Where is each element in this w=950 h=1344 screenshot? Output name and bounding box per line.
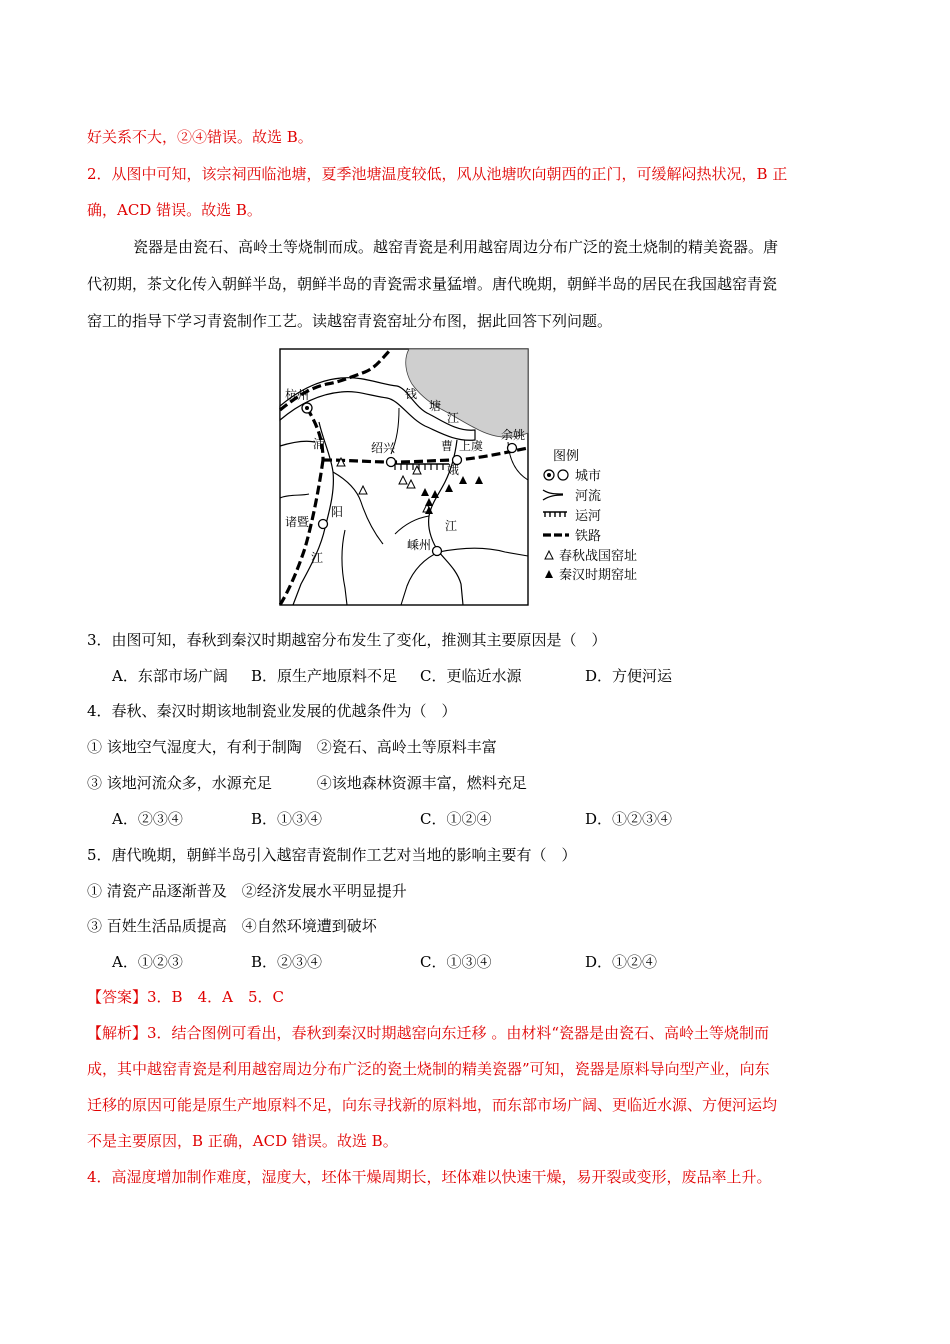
q5-option-d: D．①②④ <box>585 953 658 971</box>
label-river-jiang2: 江 <box>311 551 324 565</box>
city-shaoxing <box>387 458 396 467</box>
legend-qin-han-label: 秦汉时期窑址 <box>559 568 638 583</box>
q5-item-line-1: ① 清瓷产品逐渐普及 ②经济发展水平明显提升 <box>87 882 407 900</box>
q5-stem: 5．唐代晚期，朝鲜半岛引入越窑青瓷制作工艺对当地的影响主要有（ ） <box>87 846 577 864</box>
q3-option-a: A．东部市场广阔 <box>112 667 228 685</box>
q4-option-a: A．②③④ <box>112 810 183 828</box>
q4-option-d: D．①②③④ <box>585 810 673 828</box>
q5-item-line-2: ③ 百姓生活品质提高 ④自然环境遭到破坏 <box>87 917 377 935</box>
answer-key: 【答案】3．B 4．A 5．C <box>87 988 284 1006</box>
label-zhuji: 诸暨 <box>285 515 310 529</box>
city-hangzhou <box>302 403 312 413</box>
q3-option-b: B．原生产地原料不足 <box>251 667 398 685</box>
prev-answer-q2-line2: 确，ACD 错误。故选 B。 <box>87 201 262 219</box>
legend-spring-autumn-label: 春秋战国窑址 <box>559 549 638 564</box>
label-river-jiang3: 江 <box>445 519 458 533</box>
analysis-line-1: 【解析】3．结合图例可看出，春秋到秦汉时期越窑向东迁移 。由材料“瓷器是由瓷石、高岭土等烧制而 <box>87 1024 769 1042</box>
q3-option-d: D．方便河运 <box>585 667 673 685</box>
analysis-line-3: 迁移的原因可能是原生产地原料不足，向东寻找新的原料地，而东部市场广阔、更临近水源、方便河运均 <box>87 1096 778 1114</box>
label-shengzhou: 嵊州 <box>407 538 432 552</box>
city-shengzhou <box>433 547 442 556</box>
label-river-yang: 阳 <box>331 505 344 519</box>
q5-option-a: A．①②③ <box>112 953 183 971</box>
passage-line-2: 代初期，茶文化传入朝鲜半岛，朝鲜半岛的青瓷需求量猛增。唐代晚期，朝鲜半岛的居民在我国越窑青瓷 <box>87 275 778 293</box>
label-river-pu: 浦 <box>313 437 326 451</box>
label-river-e: 娥 <box>447 463 460 477</box>
q5-option-b: B．②③④ <box>251 953 323 971</box>
passage-line-3: 窑工的指导下学习青瓷制作工艺。读越窑青瓷窑址分布图，据此回答下列问题。 <box>87 312 613 330</box>
q4-item-line-1: ① 该地空气湿度大，有利于制陶 ②瓷石、高岭土等原料丰富 <box>87 738 497 756</box>
label-shangyu: 上虞 <box>459 439 484 453</box>
label-yuyao: 余姚 <box>501 428 526 442</box>
label-river-qian: 钱 <box>405 387 418 401</box>
prev-answer-line: 好关系不大，②④错误。故选 B。 <box>87 128 313 146</box>
q4-item-line-2: ③ 该地河流众多，水源充足 ④该地森林资源丰富，燃料充足 <box>87 774 527 792</box>
analysis-line-4: 不是主要原因，B 正确，ACD 错误。故选 B。 <box>87 1132 398 1150</box>
kiln-distribution-map <box>279 348 671 606</box>
q5-option-c: C．①③④ <box>420 953 492 971</box>
label-shaoxing: 绍兴 <box>371 441 396 455</box>
label-river-cao: 曹 <box>441 439 454 453</box>
q4-option-c: C．①②④ <box>420 810 492 828</box>
map-svg <box>279 348 671 606</box>
label-river-jiang1: 江 <box>447 411 460 425</box>
legend-river-label: 河流 <box>575 489 602 504</box>
legend-river-symbol <box>543 490 563 500</box>
city-yuyao <box>508 444 517 453</box>
q3-option-c: C．更临近水源 <box>420 667 522 685</box>
legend-city-label: 城市 <box>575 469 602 484</box>
legend-canal-label: 运河 <box>575 509 602 524</box>
q3-stem: 3．由图可知，春秋到秦汉时期越窑分布发生了变化，推测其主要原因是（ ） <box>87 631 607 649</box>
legend-spring-autumn-symbol <box>545 551 553 559</box>
analysis-line-2: 成，其中越窑青瓷是利用越窑周边分布广泛的瓷土烧制的精美瓷器”可知，瓷器是原料导向型产业，向东 <box>87 1060 770 1078</box>
legend-railway-label: 铁路 <box>575 529 602 544</box>
legend-title: 图例 <box>553 449 580 464</box>
city-zhuji <box>319 520 328 529</box>
prev-answer-q2-line1: 2．从图中可知，该宗祠西临池塘，夏季池塘温度较低，风从池塘吹向朝西的正门，可缓解闷热状况，B 正 <box>87 165 788 183</box>
legend-city-symbol <box>544 470 568 480</box>
label-hangzhou: 杭州 <box>285 388 310 402</box>
q4-option-b: B．①③④ <box>251 810 323 828</box>
passage-line-1: 瓷器是由瓷石、高岭土等烧制而成。越窑青瓷是利用越窑周边分布广泛的瓷土烧制的精美瓷器。唐 <box>133 238 779 256</box>
legend-qin-han-symbol <box>545 570 553 578</box>
label-river-tang: 塘 <box>429 399 442 413</box>
analysis-q4-line: 4．高湿度增加制作难度，湿度大，坯体干燥周期长，坯体难以快速干燥，易开裂或变形，废品率上升。 <box>87 1168 772 1186</box>
q4-stem: 4．春秋、秦汉时期该地制瓷业发展的优越条件为（ ） <box>87 702 457 720</box>
legend-canal-symbol <box>543 512 567 517</box>
